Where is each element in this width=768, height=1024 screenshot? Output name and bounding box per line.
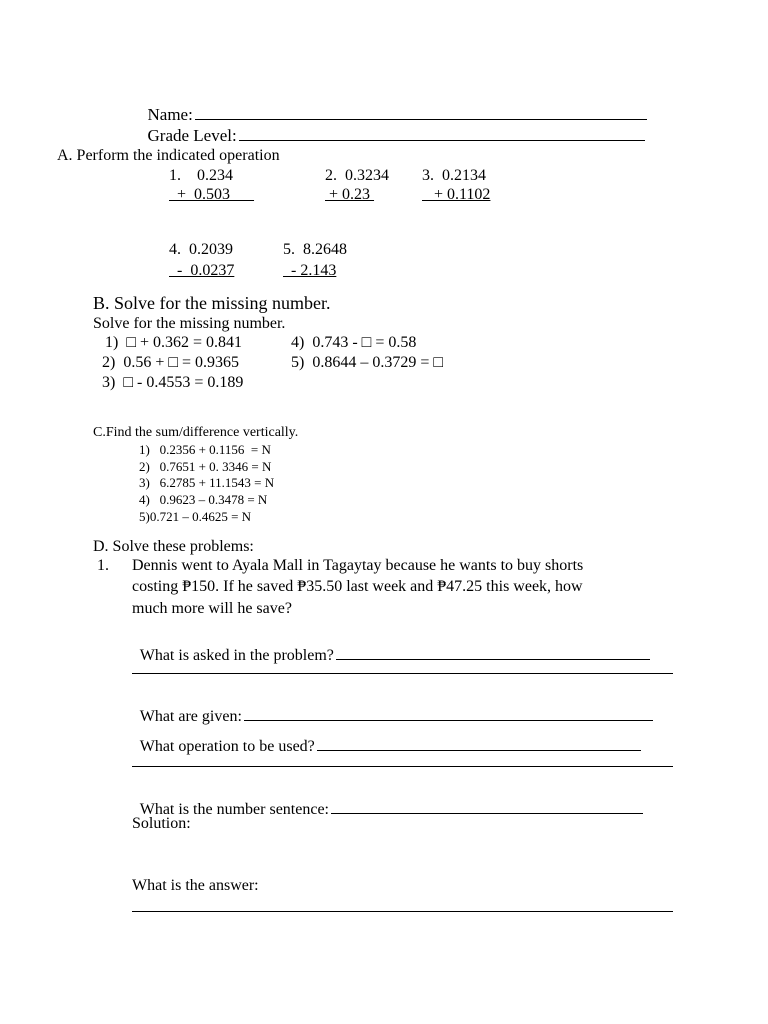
- operation-label: What operation to be used?: [139, 738, 315, 755]
- operation-blank-line-2[interactable]: [132, 766, 673, 767]
- solution-label: Solution:: [132, 815, 191, 832]
- asked-row: [132, 632, 650, 664]
- section-b-subtitle: Solve for the missing number.: [93, 315, 286, 332]
- b-item-2: 2) 0.56 + □ = 0.9365: [102, 354, 240, 371]
- grade-level-label: Grade Level:: [147, 126, 237, 145]
- sentence-label: What is the number sentence:: [139, 801, 329, 818]
- c-item-5: 5)0.721 – 0.4625 = N: [139, 509, 252, 524]
- c-item-2: 2) 0.7651 + 0. 3346 = N: [139, 459, 272, 474]
- name-label: Name:: [147, 105, 193, 124]
- operation-row: [132, 723, 641, 755]
- given-blank[interactable]: [244, 719, 653, 721]
- b-item-5: 5) 0.8644 – 0.3729 = □: [291, 354, 444, 371]
- given-label: What are given:: [139, 708, 242, 725]
- asked-label: What is asked in the problem?: [139, 647, 334, 664]
- grade-level-row: [139, 110, 645, 144]
- a-problem-1-top: 1. 0.234: [169, 167, 233, 184]
- c-item-1: 1) 0.2356 + 0.1156 = N: [139, 442, 271, 457]
- a-problem-4-top: 4. 0.2039: [169, 241, 233, 258]
- asked-blank-line-2[interactable]: [132, 673, 673, 674]
- asked-blank[interactable]: [336, 658, 650, 660]
- grade-level-blank[interactable]: [239, 139, 645, 141]
- a-problem-5-bottom: - 2.143: [283, 262, 337, 279]
- a-problem-1-bottom: + 0.503: [169, 186, 255, 203]
- d-problem-line-2: costing ₱150. If he saved ₱35.50 last week and ₱47.25 this week, how: [132, 578, 583, 595]
- sentence-blank[interactable]: [331, 812, 643, 814]
- answer-label: What is the answer:: [132, 877, 259, 894]
- a-problem-5-top: 5. 8.2648: [283, 241, 347, 258]
- operation-blank[interactable]: [317, 749, 641, 751]
- d-problem-number: 1.: [97, 557, 109, 574]
- b-item-3: 3) □ - 0.4553 = 0.189: [102, 374, 244, 391]
- b-item-4: 4) 0.743 - □ = 0.58: [291, 334, 417, 351]
- d-problem-line-3: much more will he save?: [132, 600, 292, 617]
- a-problem-4-bottom: - 0.0237: [169, 262, 235, 279]
- a-problem-3-top: 3. 0.2134: [422, 167, 486, 184]
- section-d-title: D. Solve these problems:: [93, 538, 254, 555]
- c-item-3: 3) 6.2785 + 11.1543 = N: [139, 475, 275, 490]
- a-problem-3-bottom: + 0.1102: [422, 186, 491, 203]
- section-a-title: A. Perform the indicated operation: [57, 147, 280, 164]
- c-item-4: 4) 0.9623 – 0.3478 = N: [139, 492, 268, 507]
- sentence-row: [132, 786, 643, 818]
- section-c-title: C.Find the sum/difference vertically.: [93, 425, 299, 440]
- section-b-title: B. Solve for the missing number.: [93, 293, 331, 313]
- given-row: [132, 693, 653, 725]
- a-problem-2-bottom: + 0.23: [325, 186, 375, 203]
- answer-blank[interactable]: [132, 911, 673, 912]
- d-problem-line-1: Dennis went to Ayala Mall in Tagaytay because he wants to buy shorts: [132, 557, 584, 574]
- b-item-1: 1) □ + 0.362 = 0.841: [105, 334, 243, 351]
- a-problem-2-top: 2. 0.3234: [325, 167, 389, 184]
